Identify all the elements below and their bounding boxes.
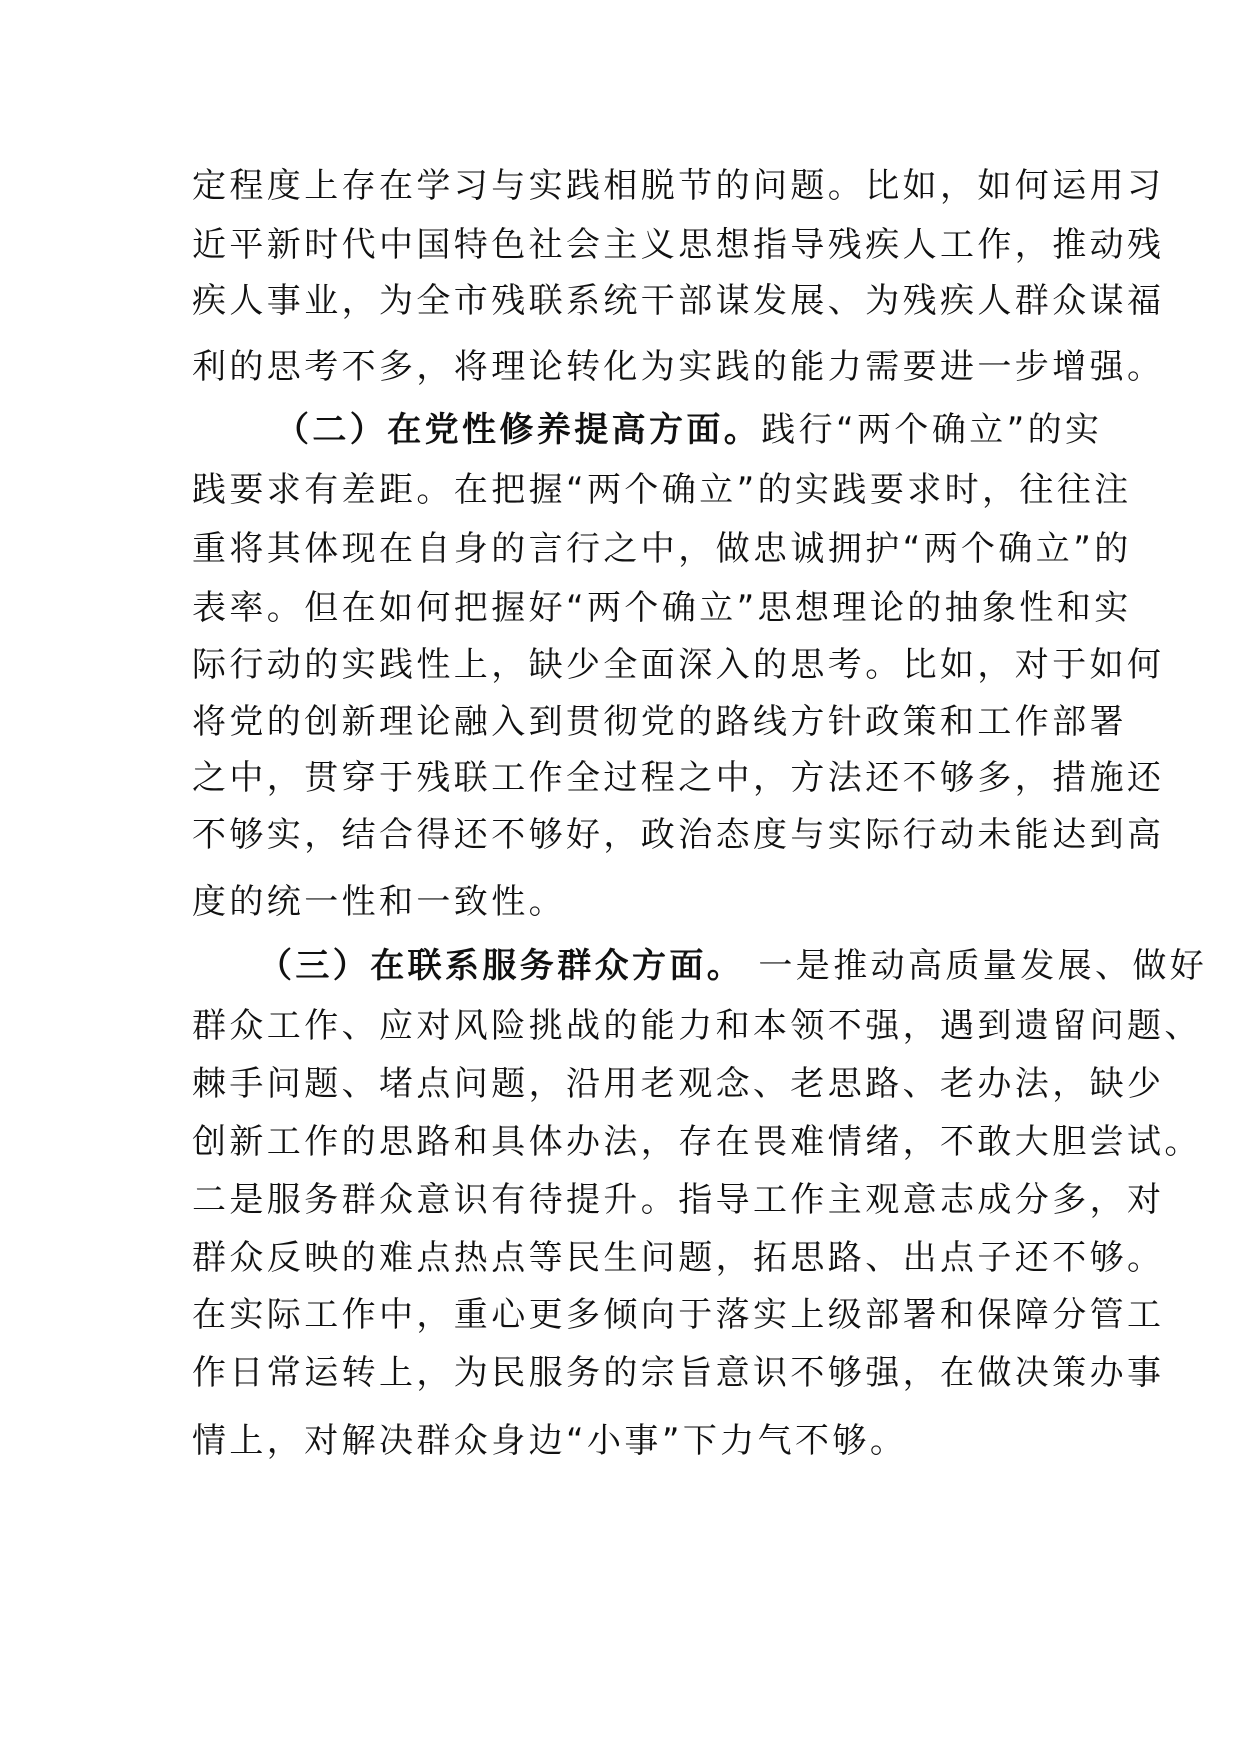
- line-text: 重将其体现在自身的言行之中，做忠诚拥护“两个确立”的: [192, 529, 1132, 569]
- line-text: 群众反映的难点热点等民生问题，拓思路、出点子还不够。: [192, 1238, 1165, 1278]
- paragraph-line: [192, 164, 1165, 208]
- line-text: 度的统一性和一致性。: [192, 882, 566, 922]
- line-text: 践要求有差距。在把握“两个确立”的实践要求时，往往注: [192, 470, 1132, 510]
- paragraph-line: [192, 1178, 1165, 1222]
- paragraph-line: [258, 944, 1208, 988]
- paragraph-line: [192, 1351, 1165, 1395]
- line-text: 定程度上存在学习与实践相脱节的问题。比如，如何运用习: [192, 166, 1165, 206]
- section-heading: （三）在联系服务群众方面。: [258, 946, 745, 986]
- paragraph-line: [192, 880, 1052, 924]
- line-text: 不够实，结合得还不够好，政治态度与实际行动未能达到高: [192, 815, 1165, 855]
- paragraph-line: [275, 408, 1103, 452]
- paragraph-line: [192, 756, 1165, 800]
- paragraph-line: [192, 643, 1165, 687]
- paragraph-line: [192, 223, 1165, 267]
- line-text: 二是服务群众意识有待提升。指导工作主观意志成分多，对: [192, 1180, 1165, 1220]
- line-text: 在实际工作中，重心更多倾向于落实上级部署和保障分管工: [192, 1295, 1165, 1335]
- paragraph-line: [192, 279, 1165, 323]
- paragraph-line: [192, 1236, 1165, 1280]
- paragraph-line: [192, 813, 1165, 857]
- paragraph-line: [192, 700, 1127, 744]
- line-text: 利的思考不多，将理论转化为实践的能力需要进一步增强。: [192, 347, 1165, 387]
- section-heading: （二）在党性修养提高方面。: [275, 410, 762, 450]
- paragraph-line: [192, 586, 1132, 630]
- paragraph-line: [192, 345, 1165, 389]
- line-text: 疾人事业，为全市残联系统干部谋发展、为残疾人群众谋福: [192, 281, 1165, 321]
- line-text: 棘手问题、堵点问题，沿用老观念、老思路、老办法，缺少: [192, 1064, 1165, 1104]
- line-text: 际行动的实践性上，缺少全面深入的思考。比如，对于如何: [192, 645, 1165, 685]
- line-text: 群众工作、应对风险挑战的能力和本领不强，遇到遗留问题、: [192, 1006, 1202, 1046]
- line-text: 创新工作的思路和具体办法，存在畏难情绪，不敢大胆尝试。: [192, 1122, 1202, 1162]
- paragraph-line: [192, 1293, 1165, 1337]
- paragraph-line: [192, 1004, 1202, 1048]
- line-text: 表率。但在如何把握好“两个确立”思想理论的抽象性和实: [192, 588, 1132, 628]
- line-text: 践行“两个确立”的实: [761, 410, 1103, 450]
- line-text: 近平新时代中国特色社会主义思想指导残疾人工作，推动残: [192, 225, 1165, 265]
- paragraph-line: [192, 1062, 1165, 1106]
- line-text: 之中，贯穿于残联工作全过程之中，方法还不够多，措施还: [192, 758, 1165, 798]
- line-text: 一是推动高质量发展、做好: [744, 946, 1208, 986]
- paragraph-line: [192, 527, 1132, 571]
- line-text: 将党的创新理论融入到贯彻党的路线方针政策和工作部署: [192, 702, 1127, 742]
- paragraph-line: [192, 1419, 1052, 1463]
- paragraph-line: [192, 1120, 1202, 1164]
- line-text: 作日常运转上，为民服务的宗旨意识不够强，在做决策办事: [192, 1353, 1165, 1393]
- paragraph-line: [192, 468, 1132, 512]
- line-text: 情上，对解决群众身边“小事”下力气不够。: [192, 1421, 908, 1461]
